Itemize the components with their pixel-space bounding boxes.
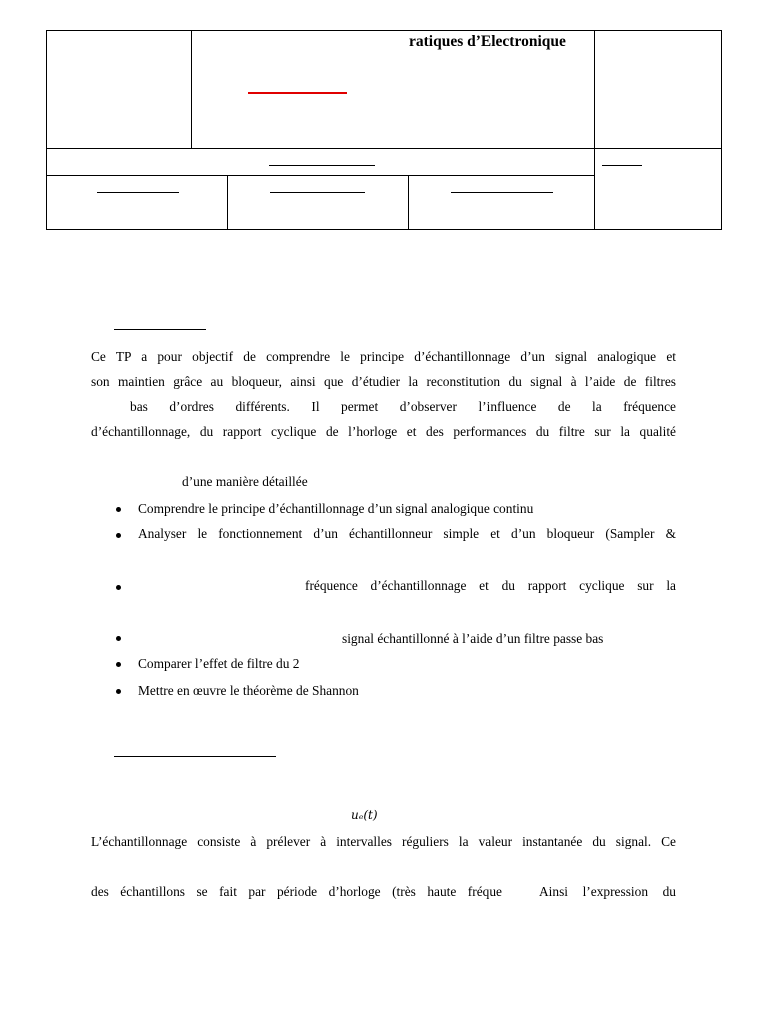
intro-line-4: d’échantillonnage, du rapport cyclique de l’horloge et des performances du filtre sur la qualité bbox=[91, 424, 676, 439]
row2-underline bbox=[269, 165, 375, 166]
table-border-right bbox=[721, 30, 722, 230]
table-row-divider-1 bbox=[46, 148, 722, 149]
objective-item-4: signal échantillonné à l’aide d’un filtre passe bas bbox=[342, 631, 604, 646]
row3-underline-3 bbox=[451, 192, 553, 193]
header-table bbox=[46, 30, 722, 230]
intro-line-1: Ce TP a pour objectif de comprendre le principe d’échantillonnage d’un signal analogique et bbox=[91, 349, 676, 364]
bullet-2 bbox=[116, 533, 121, 538]
objective-item-5: Comparer l’effet de filtre du 2 bbox=[138, 656, 300, 671]
table-col-divider-b bbox=[408, 175, 409, 230]
title-red-underline bbox=[248, 92, 347, 94]
table-col-divider-right bbox=[594, 30, 595, 230]
bullet-3 bbox=[116, 585, 121, 590]
objective-item-6: Mettre en œuvre le théorème de Shannon bbox=[138, 683, 359, 698]
objective-item-2: Analyser le fonctionnement d’un échantillonneur simple et d’un bloqueur (Sampler & bbox=[138, 526, 676, 541]
table-border-left bbox=[46, 30, 47, 230]
bullet-5 bbox=[116, 662, 121, 667]
right-cell-underline bbox=[602, 165, 642, 166]
theory-line-1: L’échantillonnage consiste à prélever à intervalles réguliers la valeur instantanée du signal. Ce bbox=[91, 834, 676, 849]
table-border-top bbox=[46, 30, 722, 31]
row3-underline-2 bbox=[270, 192, 365, 193]
row3-underline-1 bbox=[97, 192, 179, 193]
bullet-6 bbox=[116, 689, 121, 694]
objective-item-3: fréquence d’échantillonnage et du rapport cyclique sur la bbox=[305, 578, 676, 593]
table-col-divider-logo bbox=[191, 30, 192, 148]
bullet-4 bbox=[116, 636, 121, 641]
document-title: ratiques d’Electronique bbox=[409, 33, 566, 50]
table-row-divider-2 bbox=[46, 175, 595, 176]
table-col-divider-a bbox=[227, 175, 228, 230]
bullet-1 bbox=[116, 507, 121, 512]
theory-line-2b: Ainsi l’expression du bbox=[539, 884, 676, 899]
intro-line-3: bas d’ordres différents. Il permet d’observer l’influence de la fréquence bbox=[130, 399, 676, 414]
objective-item-1: Comprendre le principe d’échantillonnage d’un signal analogique continu bbox=[138, 501, 534, 516]
input-signal-formula: uₑ(t) bbox=[351, 808, 378, 822]
table-border-bottom bbox=[46, 229, 722, 230]
intro-line-2: son maintien grâce au bloqueur, ainsi que d’étudier la reconstitution du signal à l’aide de filtres bbox=[91, 374, 676, 389]
theory-line-2a: des échantillons se fait par période d’horloge (très haute fréque bbox=[91, 884, 502, 899]
section-heading-underline-2 bbox=[114, 756, 276, 757]
section-heading-underline-1 bbox=[114, 329, 206, 330]
objectives-intro: d’une manière détaillée bbox=[182, 474, 308, 489]
